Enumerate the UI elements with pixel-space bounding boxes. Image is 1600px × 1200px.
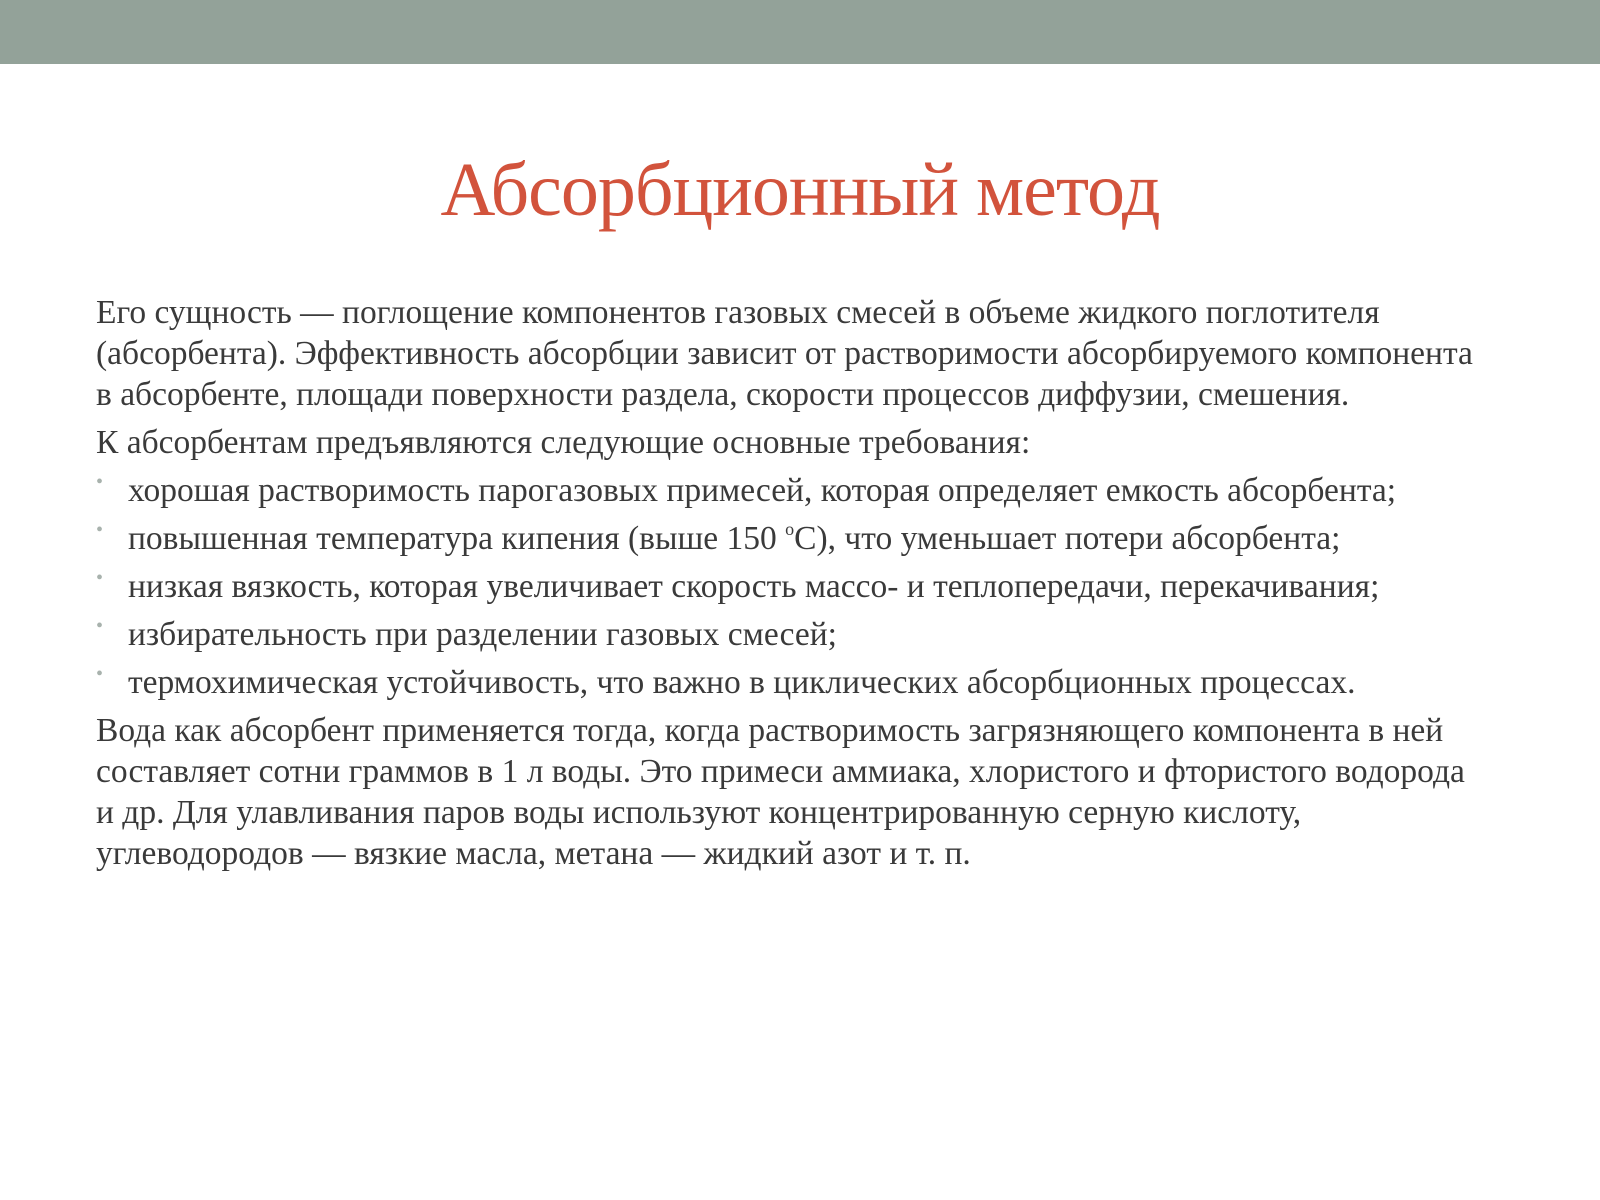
list-item-text: хорошая растворимость парогазовых примесей, которая определяет емкость абсорбента; <box>128 472 1397 509</box>
intro-paragraph: Его сущность — поглощение компонентов газовых смесей в объеме жидкого поглотителя (абсорбента). Эффективность абсорбции зависит от растворимости абсорбируемого компонента в абсорбенте, площади поверхности раздела, скорости процессов диффузии, смешения. <box>96 294 1473 413</box>
closing-paragraph: Вода как абсорбент применяется тогда, когда растворимость загрязняющего компонента в ней составляет сотни граммов в 1 л воды. Это примеси аммиака, хлористого и фтористого водорода и др. Для улавливания паров воды используют концентрированную серную кислоту, углеводородов — вязкие масла, метана — жидкий азот и т. п. <box>96 712 1465 872</box>
list-item-text-part: повышенная температура кипения (выше 150 <box>128 520 786 557</box>
bullet-dot-icon: • <box>96 519 104 541</box>
list-item <box>96 470 1476 511</box>
top-decorative-band <box>0 0 1600 64</box>
list-item-text <box>128 518 1476 559</box>
slide-body <box>96 292 1476 881</box>
bullet-dot-icon: • <box>96 615 104 637</box>
list-item <box>96 662 1476 703</box>
degree-superscript: о <box>785 519 795 539</box>
requirements-heading: К абсорбентам предъявляются следующие основные требования: <box>96 424 1031 461</box>
list-item-text: низкая вязкость, которая увеличивает скорость массо- и теплопередачи, перекачивания; <box>128 568 1380 605</box>
list-item <box>96 566 1476 607</box>
list-item-text: термохимическая устойчивость, что важно в циклических абсорбционных процессах. <box>128 664 1356 701</box>
requirements-list <box>96 470 1476 703</box>
bullet-dot-icon: • <box>96 471 104 493</box>
list-item-text: избирательность при разделении газовых смесей; <box>128 616 837 653</box>
slide-title: Абсорбционный метод <box>440 148 1160 232</box>
bullet-dot-icon: • <box>96 663 104 685</box>
bullet-dot-icon: • <box>96 567 104 589</box>
list-item-text-part: С), что уменьшает потери абсорбента; <box>794 520 1341 557</box>
list-item <box>96 518 1476 559</box>
list-item <box>96 614 1476 655</box>
